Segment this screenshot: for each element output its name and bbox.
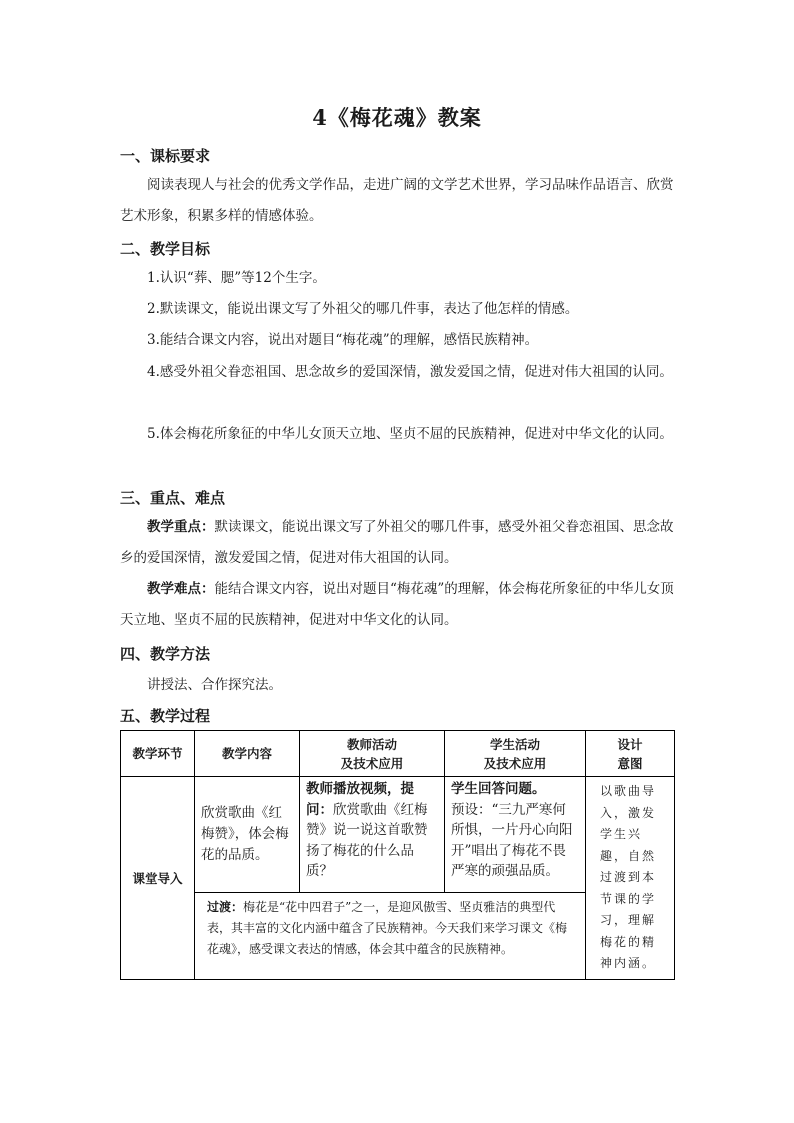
- key-point-label: 教学重点：: [147, 519, 215, 535]
- heading-curriculum: 一、课标要求: [120, 147, 211, 165]
- heading-key-points: 三、重点、难点: [120, 489, 226, 507]
- table-row: [121, 777, 675, 893]
- heading-objectives: 二、教学目标: [120, 240, 211, 258]
- header-student: [445, 731, 586, 777]
- heading-methods: 四、教学方法: [120, 645, 211, 663]
- transition-text: 梅花是“花中四君子”之一，是迎风傲雪、坚贞雅洁的典型代表，其丰富的文化内涵中蕴含了民族精神。今天我们来学习课文《梅花魂》，感受课文表达的情感，体会其中蕴含的民族精神。: [207, 900, 568, 957]
- teacher-activity-text: 欣赏歌曲《红梅赞》说一说这首歌赞扬了梅花的什么品质？: [306, 801, 428, 879]
- heading-process: 五、教学过程: [120, 707, 211, 725]
- cell-env: 课堂导入: [121, 777, 195, 980]
- student-activity-text: 预设：“三九严寒何所惧，一片丹心向阳开”唱出了梅花不畏严寒的顽强品质。: [451, 801, 573, 879]
- table-header-row: [121, 731, 675, 777]
- cell-teacher-activity: [300, 777, 445, 893]
- transition-label: 过渡：: [207, 900, 244, 915]
- header-teacher: [300, 731, 445, 777]
- header-student-line2: 及技术应用: [483, 755, 547, 771]
- header-teacher-line2: 及技术应用: [340, 755, 404, 771]
- paragraph-curriculum: 阅读表现人与社会的优秀文学作品，走进广阔的文学艺术世界，学习品味作品语言、欣赏艺术形象，积累多样的情感体验。: [120, 177, 674, 224]
- cell-transition: [195, 893, 586, 979]
- objective-item-2: 2.默读课文，能说出课文写了外祖父的哪几件事，表达了他怎样的情感。: [147, 301, 579, 317]
- document-title: 4《梅花魂》教案: [312, 105, 482, 130]
- key-point-text: 默读课文，能说出课文写了外祖父的哪几件事，感受外祖父眷恋祖国、思念故乡的爱国深情，激发爱国之情，促进对伟大祖国的认同。: [120, 519, 674, 566]
- paragraph-methods: 讲授法、合作探究法。: [147, 677, 282, 693]
- teacher-activity-bold: 教师播放视频，提问：: [306, 781, 414, 818]
- objective-item-5: 5.体会梅花所象征的中华儿女顶天立地、坚贞不屈的民族精神，促进对中华文化的认同。: [147, 426, 673, 442]
- cell-content: 欣赏歌曲《红梅赞》，体会梅花的品质。: [195, 777, 300, 893]
- paragraph-difficult-point: [120, 574, 680, 636]
- difficult-point-label: 教学难点：: [147, 581, 215, 597]
- header-env: 教学环节: [121, 731, 195, 777]
- student-activity-bold: 学生回答问题。: [451, 781, 546, 797]
- cell-design-intent: 以歌曲导入，激发学生兴趣，自然过渡到本节课的学习，理解梅花的精神内涵。: [586, 777, 675, 980]
- header-teacher-line1: 教师活动: [346, 736, 397, 752]
- header-content: 教学内容: [195, 731, 300, 777]
- paragraph-key-point: [120, 512, 680, 574]
- header-design-line1: 设计: [617, 736, 643, 752]
- difficult-point-text: 能结合课文内容，说出对题目“梅花魂”的理解，体会梅花所象征的中华儿女顶天立地、坚贞不屈的民族精神，促进对中华文化的认同。: [120, 581, 674, 628]
- objective-item-3: 3.能结合课文内容，说出对题目“梅花魂”的理解，感悟民族精神。: [147, 332, 539, 348]
- cell-student-activity: [445, 777, 586, 893]
- header-design-line2: 意图: [617, 755, 643, 771]
- objective-item-4: 4.感受外祖父眷恋祖国、思念故乡的爱国深情，激发爱国之情，促进对伟大祖国的认同。: [147, 364, 673, 380]
- header-student-line1: 学生活动: [489, 736, 540, 752]
- objective-item-1: 1.认识“葬、腮”等12个生字。: [147, 270, 326, 286]
- header-design: [586, 731, 675, 777]
- process-table: [120, 730, 675, 980]
